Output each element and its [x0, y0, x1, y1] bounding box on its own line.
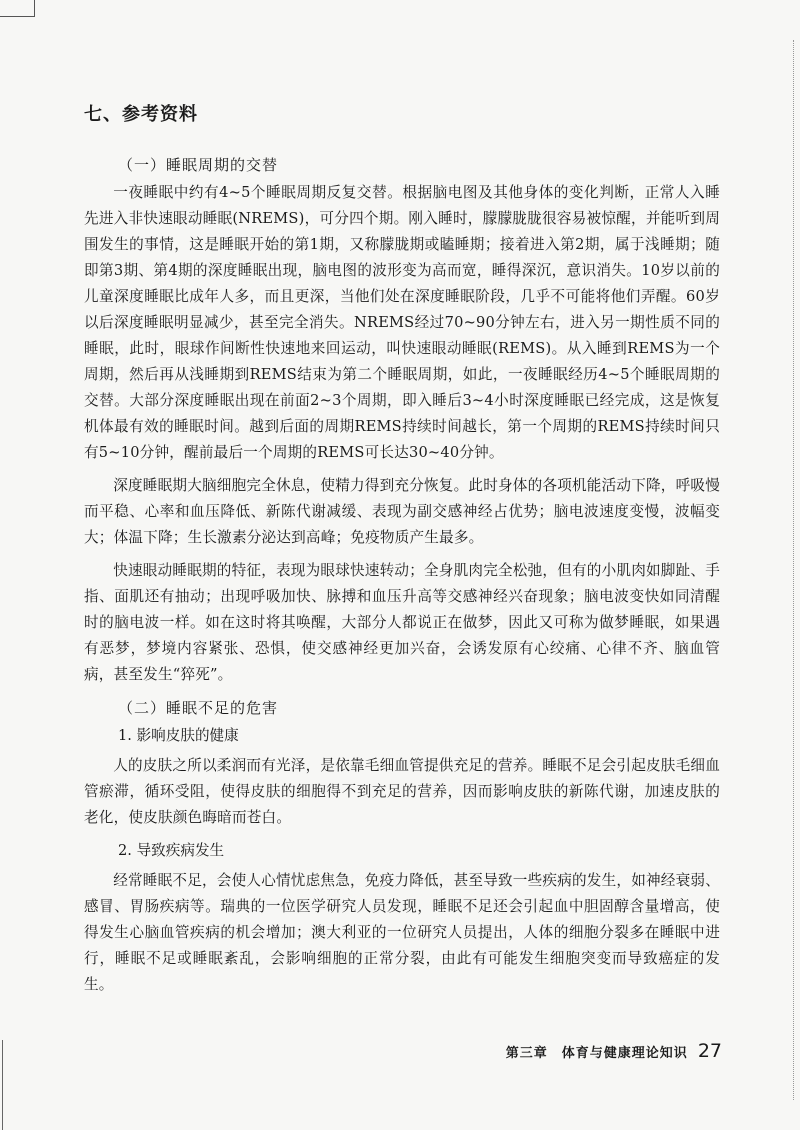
page-content: [84, 100, 720, 1005]
paragraph-disease: 经常睡眠不足，会使人心情忧虑焦急，免疫力降低，甚至导致一些疾病的发生，如神经衰弱、感冒、胃肠疾病等。瑞典的一位医学研究人员发现，睡眠不足还会引起血中胆固醇含量增高，使得发生心脑血管疾病的机会增加；澳大利亚的一位研究人员提出，人体的细胞分裂多在睡眠中进行，睡眠不足或睡眠紊乱，会影响细胞的正常分裂，由此有可能发生细胞突变而导致癌症的发生。: [84, 872, 720, 993]
page-footer: [506, 1040, 722, 1062]
section-title: 七、参考资料: [84, 104, 198, 125]
page-left-edge: [2, 1040, 3, 1130]
paragraph-sleep-cycle: 一夜睡眠中约有4~5个睡眠周期反复交替。根据脑电图及其他身体的变化判断，正常人入睡先进入非快速眼动睡眠(NREMS)，可分四个期。刚入睡时，朦朦胧胧很容易被惊醒，并能听到周围发生的事情，这是睡眠开始的第1期，又称朦胧期或瞌睡期；接着进入第2期，属于浅睡期；随即第3期、第4期的深度睡眠出现，脑电图的波形变为高而宽，睡得深沉，意识消失。10岁以前的儿童深度睡眠比成年人多，而且更深，当他们处在深度睡眠阶段，几乎不可能将他们弄醒。60岁以后深度睡眠明显减少，甚至完全消失。NREMS经过70~90分钟左右，进入另一期性质不同的睡眠，此时，眼球作间断性快速地来回运动，叫快速眼动睡眠(REMS)。从入睡到REMS为一个周期，然后再从浅睡期到REMS结束为第二个睡眠周期，如此，一夜睡眠经历4~5个睡眠周期的交替。大部分深度睡眠出现在前面2~3个周期，即入睡后3~4小时深度睡眠已经完成，这是恢复机体最有效的睡眠时间。越到后面的周期REMS持续时间越长，第一个周期的REMS持续时间只有5~10分钟，醒前最后一个周期的REMS可长达30~40分钟。: [84, 184, 720, 461]
subsection-title-sleep-cycle: （一）睡眠周期的交替: [118, 156, 279, 174]
item-title-skin: 1. 影响皮肤的健康: [118, 727, 239, 744]
page-corner-mark: [0, 0, 35, 17]
subsection-title-sleep-deprivation: （二）睡眠不足的危害: [118, 699, 279, 717]
paragraph-rem-sleep: 快速眼动睡眠期的特征，表现为眼球快速转动；全身肌肉完全松弛，但有的小肌肉如脚趾、手指、面肌还有抽动；出现呼吸加快、脉搏和血压升高等交感神经兴奋现象；脑电波变快如同清醒时的脑电波一样。如在这时将其唤醒，大部分人都说正在做梦，因此又可称为做梦睡眠，如果遇有恶梦，梦境内容紧张、恐惧，使交感神经更加兴奋，会诱发原有心绞痛、心律不齐、脑血管病，甚至发生“猝死”。: [84, 562, 720, 683]
item-title-disease: 2. 导致疾病发生: [118, 842, 225, 859]
page-number: 27: [697, 1040, 722, 1062]
paragraph-skin: 人的皮肤之所以柔润而有光泽，是依靠毛细血管提供充足的营养。睡眠不足会引起皮肤毛细血管瘀滞，循环受阻，使得皮肤的细胞得不到充足的营养，因而影响皮肤的新陈代谢，加速皮肤的老化，使皮肤颜色晦暗而苍白。: [84, 757, 720, 826]
page-right-edge: [793, 40, 794, 1100]
footer-chapter-title: 第三章 体育与健康理论知识: [505, 1046, 688, 1061]
paragraph-deep-sleep: 深度睡眠期大脑细胞完全休息，使精力得到充分恢复。此时身体的各项机能活动下降，呼吸慢而平稳、心率和血压降低、新陈代谢减缓、表现为副交感神经占优势；脑电波速度变慢，波幅变大；体温下降；生长激素分泌达到高峰；免疫物质产生最多。: [84, 477, 720, 546]
